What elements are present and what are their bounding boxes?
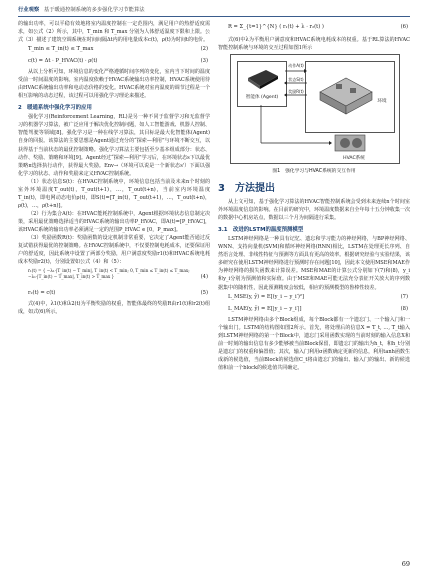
- hvac-unit-icon: [331, 131, 371, 157]
- agent-box: [237, 61, 287, 107]
- paragraph: LSTM神经网络是一种具有记忆、遗忘和学习能力的神经网络，与BP神经网络、WNN、支持向量机(SVM)和循环神经网络(RNN)相比，LSTM在处理更长序列、自然语言处理、非线性特征与预测等方面具有更高的效率。根据研究经验与实验结果，该多研究在使用LSTM神经网络进行预测时存在问题[10]，因此本文使用MSE和MAE作为神经网络的损失函数来计算误差。MSE和MAE的计算公式分别如下(7)和(8)，y_i和y_i分别为预测值和实际值。由于MSE和MAE可能无法充分表征开关放大的序列数据集中的随机性，因此预测精度会较低，相应的预测模型的鲁棒性较差。: [218, 236, 410, 291]
- figure-1: [230, 54, 400, 164]
- equation-number: (7): [400, 293, 408, 300]
- chip-icon: [238, 64, 286, 94]
- section-heading: 2 暖通系统中强化学习的应用: [18, 105, 92, 112]
- environment-label: 环境: [377, 99, 387, 105]
- right-column: [218, 20, 410, 372]
- equation-expression: r₂(t) = c(t): [28, 290, 56, 297]
- header-column-name: 行业观察: [18, 7, 40, 13]
- action-label: 动作A(t): [288, 63, 304, 69]
- section-heading-3: 3 方法提出: [218, 183, 275, 195]
- equation-expression: L_MSE(y, ŷ) = E[(y_i − y_i′)²]: [228, 293, 305, 300]
- paragraph: 从上文可知，基于强化学习算法的HVAC智能控制系统会受到未来连续n个时间室外环境温度信息的影响。在目前的研究中，环境温度数据来自全年每十五分钟收集一次的数据中心机房站点，数据以三个月为间隔进行采集。: [218, 199, 410, 222]
- figure-caption: 图1 强化学习与HVAC系统的交互作用: [272, 169, 356, 175]
- paragraph: LSTM神经网络由多个Block组成，每个Block都有一个遗忘门、一个输入门和一个输出门。LSTM的结构图如图2所示。首先，将处理后的信息X = T_t, …, T_t输入到LSTM神经网络的第一个Block中，遗忘门采用函数实现的当前时刻的输入信息X和前一时刻的输出信息有多少能够被当前Block保留，即遗忘门的输出为h_t，和h_t分别是遗忘门的权重和偏置值；其次，输入门利用σ函数确定更新的信息，利用tanh函数生成新的候选值，当前Block的候选值C_t将由遗忘门的输出、输入门的输出、新的候选值和前一个block的候选值共同确定。: [218, 316, 410, 371]
- hvac-label: HVAC系统: [343, 156, 365, 162]
- equation-3: [18, 56, 210, 68]
- header-divider: [18, 16, 410, 17]
- reward-label: 奖励R(t): [288, 89, 304, 95]
- environment-box: [305, 61, 395, 133]
- state-label: 状态S(t): [288, 77, 304, 83]
- paragraph: 式(6)中λ为平衡用户满意度和HVAC系统电耗成本的权重。基于RL算法的HVAC智能控制系统与环境的交互过程如图1所示: [218, 37, 410, 52]
- equation-number: (2): [200, 46, 208, 53]
- paragraph: 的输出功率，可以平稳有效地将室内温度控制在一定范围内，满足用户的热舒适度需求，如公式（2）所示，其中，T_min 和 T_max 分别为人体舒适温度下限和上限。公式（3）描述了建筑空调系统在时间间隔Δt内的用电量成本c(t)，ρ(t)为时间t的电价。: [18, 21, 210, 44]
- equation-number: (3): [200, 58, 208, 65]
- equation-4: [18, 266, 210, 288]
- paragraph: 强化学习(Reinforcement Learning，RL)是另一种不同于监督学习和无监督学习的机器学习算法，被广泛应用于解决优化控制问题，如人工智能游戏、机器人控制、智能驾驶等领域[8]。强化学习是一种在线学习算法，其目标是最大化智能体(Agent)自身的回报。该算法的主要思想是Agent通过充分的“探索—利用”与环境不断交互，以获得基于当前状态的最优控制策略。强化学习算法主要包括至少基本组成部分：状态、动作、奖励、策略和环境[9]。Agent经过“探索—利用”学习后，在环境状态s下以最优策略π选择执行动作，获得最大奖励。Env→（环境可以说是一个新状态s'）下面以强化学习的状态、动作和奖励来定义HVAC控制系统。: [18, 114, 210, 177]
- paragraph: （3）奖励函数R(t)：奖励函数的设定机制非常重要，它决定了Agent能否通过反复试错获得最优的控制策略。在HVAC控制系统中，不仅要控制电耗成本，还要保证用户的舒适度，因此系统中设置了两部分奖励，用户满意度奖励r1(t)和HVAC系统电耗成本奖励r2(t)，分别设置如公式（4）和（5）：: [18, 235, 210, 266]
- equation-5: [18, 288, 210, 300]
- equation-7: [218, 292, 410, 304]
- paragraph: （2）行为集合A(t)：在HVAC能耗控制系统中，Agent根据环境状态信息制定决策，采用最优策略选择适当的HVAC系统的输出功率P_HVAC，即A(t)=[P_HVAC]，该HVAC系统的输出功率必须满足一定的范围P_HVAC ∈ [0，P_max]。: [18, 210, 210, 233]
- equation-expression: r₁(t) = { −λ₁·|T_in(t) − T_min|, T_in(t) < T_min; 0, T_min ≤ T_in(t) ≤ T_max; −λ₁·|T_in(t) − T_max|, T_in(t) > T_max }: [28, 268, 190, 280]
- running-header: [18, 5, 410, 16]
- header-subtitle: 基于暖通控制系统的多步强化学习节能算法: [43, 7, 145, 13]
- building-icon: [306, 62, 394, 122]
- page-number: 69: [401, 560, 410, 568]
- equation-2: [18, 44, 210, 56]
- equation-expression: T_min ≤ T_in(t) ≤ T_max: [28, 46, 94, 53]
- equation-expression: c(t) = Δt · P_HVAC(t) · ρ(t): [28, 58, 98, 65]
- equation-number: (8): [400, 305, 408, 312]
- equation-number: (4): [200, 274, 208, 281]
- paragraph: 式(4)中，λ1(t)和λ2(t)为平衡奖励的权重，智能体最终的奖励R由r1(t)和r2(t)组成，如式(6)所示。: [18, 301, 210, 316]
- equation-number: (5): [200, 290, 208, 297]
- equation-expression: R = Σ_{t=1}^{N} ( r₁(t) + λ · r₂(t) ): [228, 24, 324, 30]
- paragraph: （1）状态信息S(t)：在HVAC控制系统中，环境信息包括当前及未来n个时刻的室外环境温度T_out(t)，T_out(t+1)，…，T_out(t+n)，当前室内环境温度T_in(t)，即电网动态电价ρ(t)，即S(t)=[T_in(t)，T_out(t+1)，…，T_out(t+n)，ρ(t)，…，ρ(t+n)]。: [18, 178, 210, 209]
- equation-number: (6): [400, 24, 408, 30]
- equation-8: [218, 304, 410, 316]
- left-column: [18, 20, 210, 316]
- subsection-heading: 3.1 改进的LSTM的温度预测模型: [218, 227, 304, 234]
- paragraph: 从以上分析可知，环境信息的变化严格遵循时间序列的变化，室内当下时间的温度受前一时间温度的影响。室内温度依赖于HVAC系统输出功率控制，HVAC系统使用待由HVAC系统输出功率和电动态价格的变化。HVAC系统对室内温度的调节过程是一个相互影响的动态过程，该过程可以用强化学习理论来描述。: [18, 69, 210, 100]
- agent-label: 智能体 (Agent): [245, 95, 279, 101]
- equation-6: [218, 20, 410, 36]
- equation-expression: L_MAE(y, ŷ) = E[|y_i − y_i′|]: [228, 305, 302, 312]
